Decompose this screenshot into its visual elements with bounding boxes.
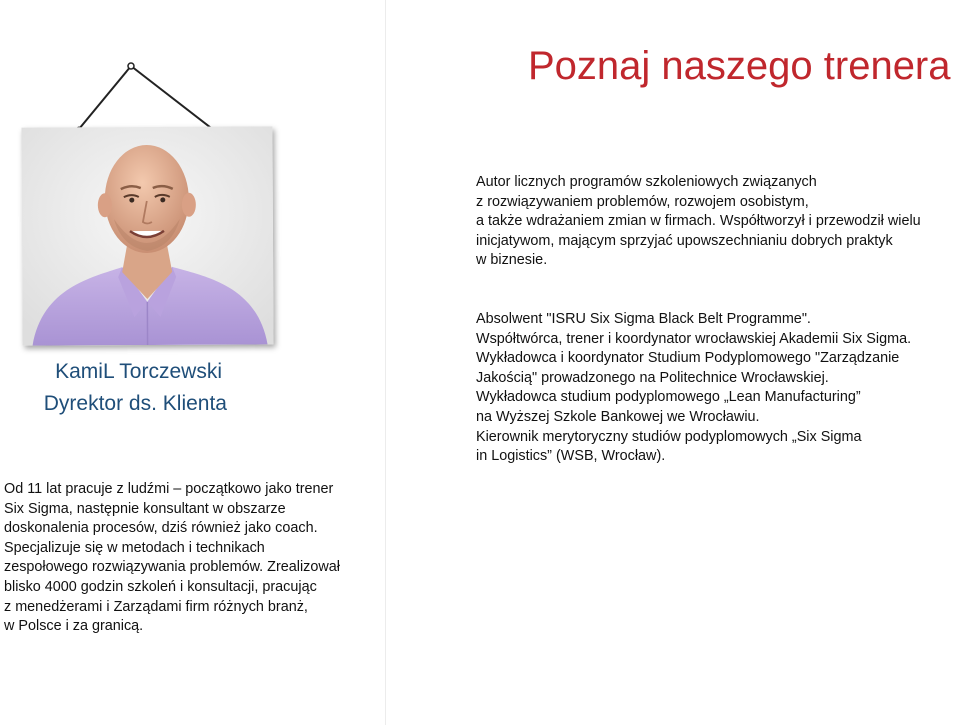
trainer-role: Dyrektor ds. Klienta: [43, 392, 227, 415]
experience-line: Six Sigma, następnie konsultant w obszarze: [4, 500, 286, 517]
trainer-name: KamiL Torczewski: [55, 360, 222, 383]
experience-line: Od 11 lat pracuje z ludźmi – początkowo jako trener: [4, 481, 334, 497]
bio-intro-line: inicjatywom, mającym sprzyjać upowszechnianiu dobrych praktyk: [476, 232, 893, 249]
page-title: Poznaj naszego trenera: [528, 44, 951, 88]
bio-intro-line: Autor licznych programów szkoleniowych związanych: [476, 174, 817, 190]
picture-hanger-icon: [0, 0, 300, 140]
credentials-line: Współtwórca, trener i koordynator wrocławskiej Akademii Six Sigma.: [476, 330, 912, 347]
page-divider: [385, 0, 386, 725]
experience-paragraph: [4, 480, 340, 637]
experience-line: doskonalenia procesów, dziś również jako coach.: [4, 520, 318, 537]
credentials-line: Wykładowca i koordynator Studium Podyplomowego "Zarządzanie: [476, 350, 900, 367]
bio-intro-line: z rozwiązywaniem problemów, rozwojem osobistym,: [476, 193, 809, 210]
credentials-line: Wykładowca studium podyplomowego „Lean Manufacturing”: [476, 389, 861, 406]
credentials-line: in Logistics” (WSB, Wrocław).: [476, 448, 666, 465]
experience-line: Specjalizuje się w metodach i technikach: [4, 539, 265, 556]
experience-line: blisko 4000 godzin szkoleń i konsultacji, pracując: [4, 578, 317, 595]
trainer-photo: [21, 126, 273, 345]
experience-line: w Polsce i za granicą.: [4, 618, 144, 635]
credentials-line: na Wyższej Szkole Bankowej we Wrocławiu.: [476, 408, 760, 425]
bio-intro-paragraph: [476, 173, 921, 271]
experience-line: zespołowego rozwiązywania problemów. Zrealizował: [4, 559, 340, 576]
credentials-line: Jakością" prowadzonego na Politechnice Wrocławskiej.: [476, 369, 829, 386]
credentials-line: Kierownik merytoryczny studiów podyplomowych „Six Sigma: [476, 428, 862, 445]
bio-intro-line: a także wdrażaniem zmian w firmach. Współtworzył i przewodził wielu: [476, 213, 921, 230]
experience-line: z menedżerami i Zarządami firm różnych branż,: [4, 598, 308, 615]
credentials-line: Absolwent "ISRU Six Sigma Black Belt Programme".: [476, 311, 811, 327]
portrait-photo: [21, 126, 273, 345]
credentials-paragraph: [476, 310, 911, 467]
bio-intro-line: w biznesie.: [476, 252, 548, 269]
